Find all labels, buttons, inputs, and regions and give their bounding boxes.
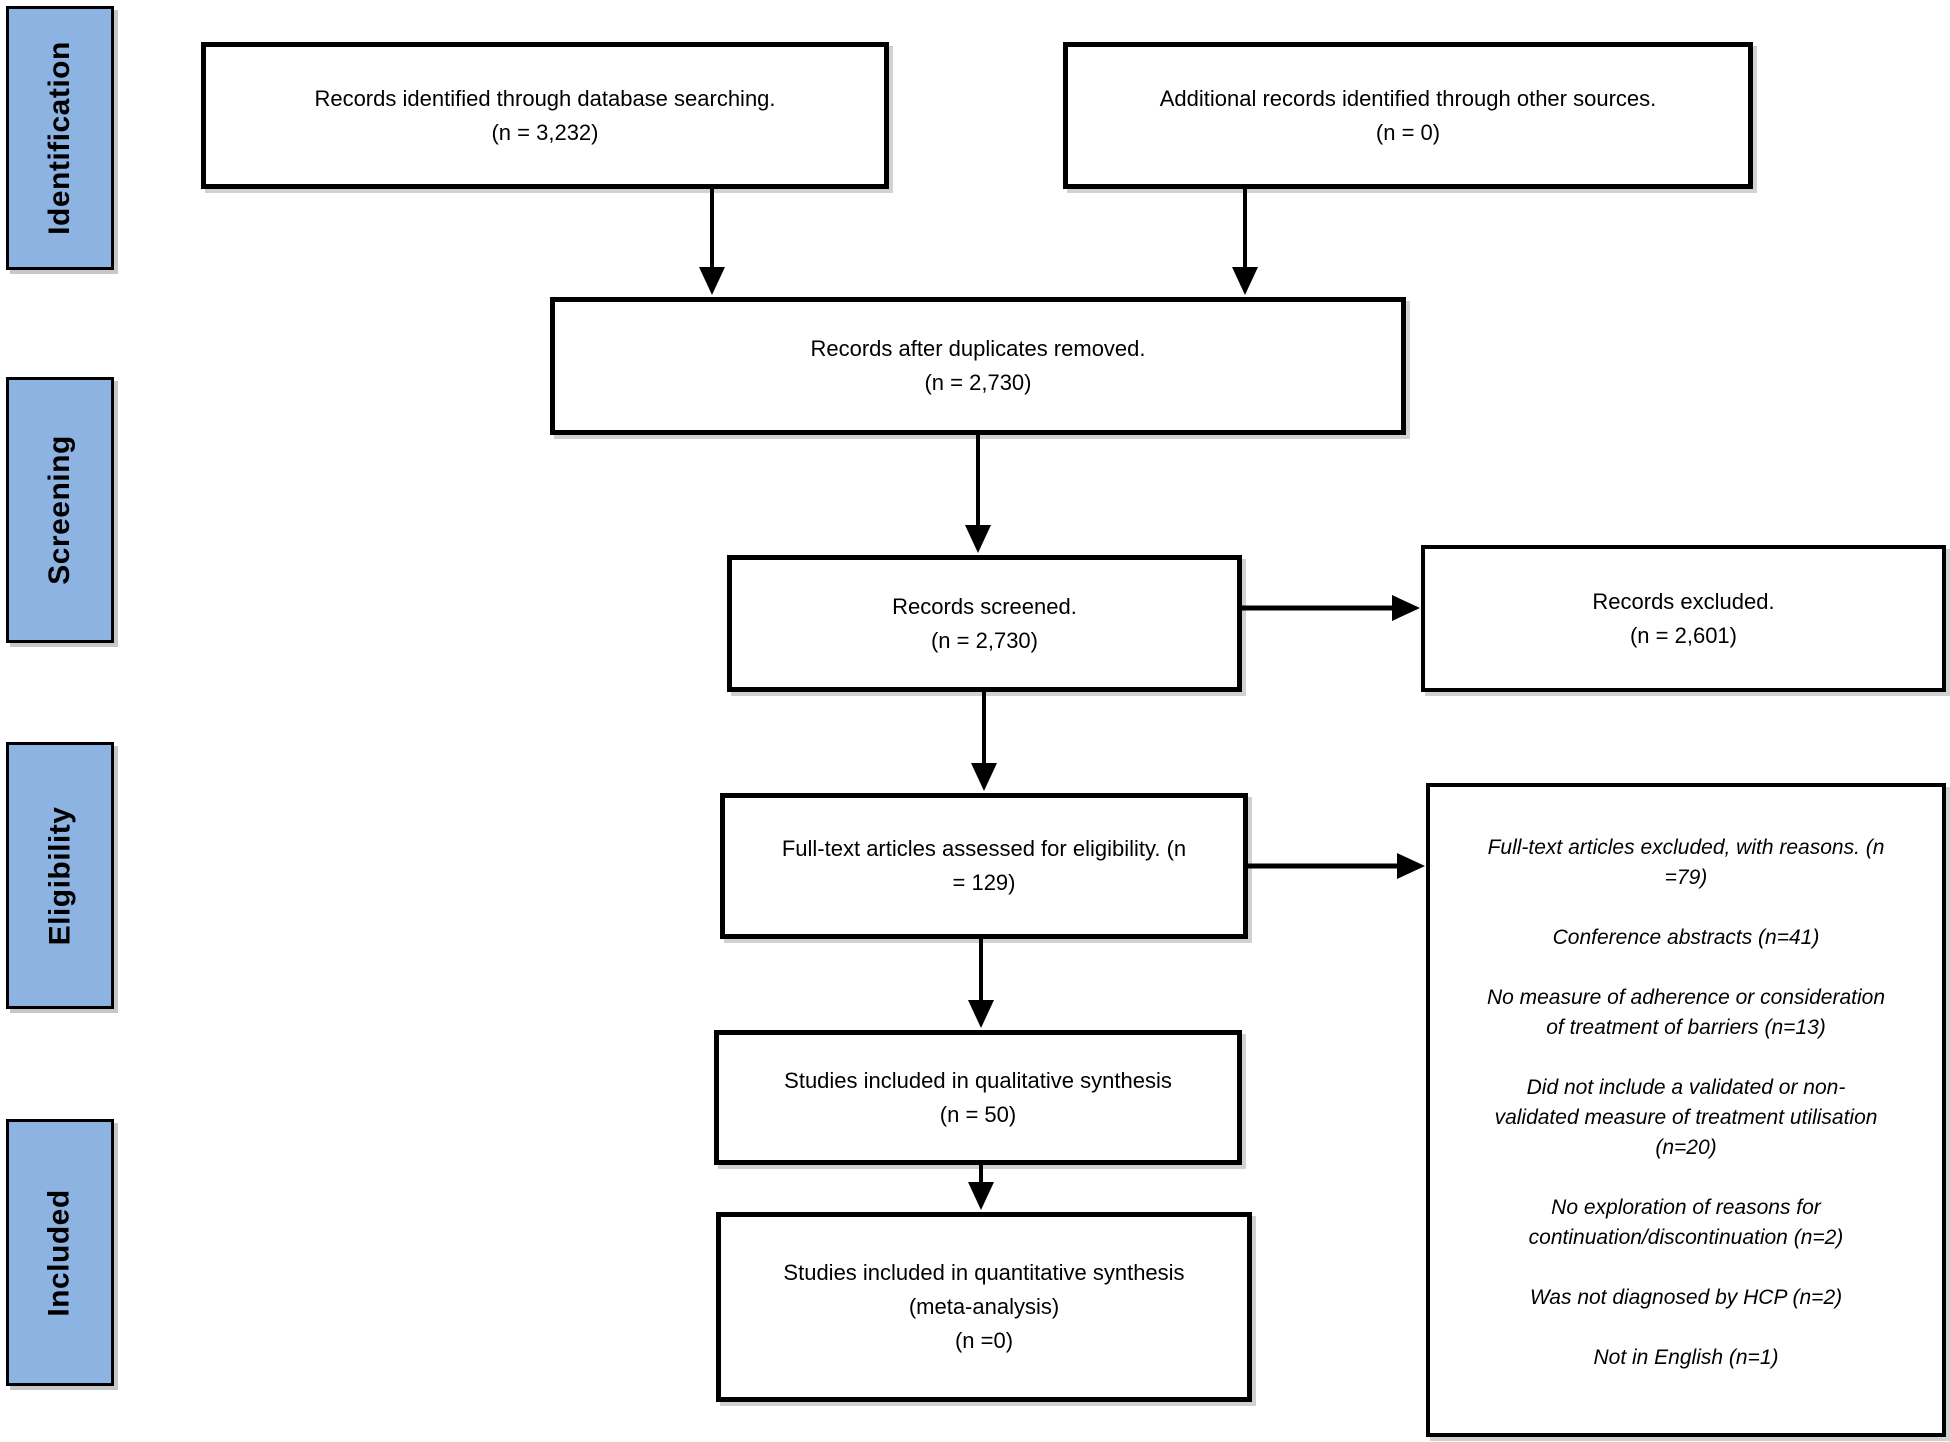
reason-paragraph xyxy=(1495,1073,1878,1163)
text-line: No exploration of reasons for xyxy=(1551,1196,1821,1219)
stage-label: Identification xyxy=(43,41,77,235)
text-line: (n = 2,730) xyxy=(924,370,1032,395)
text-line: continuation/discontinuation (n=2) xyxy=(1528,1226,1844,1249)
arrowhead-icon xyxy=(968,1000,994,1028)
text-line: Records identified through database searching. xyxy=(314,85,776,111)
reason-paragraph xyxy=(1553,923,1820,953)
text-line: Conference abstracts (n=41) xyxy=(1552,926,1820,949)
arrowhead-icon xyxy=(1392,595,1420,621)
stage-included xyxy=(6,1119,114,1386)
text-line: = 129) xyxy=(952,870,1016,895)
text-line: (meta-analysis) xyxy=(908,1294,1060,1319)
text-line: (n = 0) xyxy=(1375,119,1441,145)
text-line: Did not include a validated or non- xyxy=(1526,1076,1846,1099)
arrow-fulltext-to-excluded-icon xyxy=(1248,853,1425,879)
text-line: (n =0) xyxy=(954,1328,1014,1353)
box-quantitative-synthesis xyxy=(716,1212,1252,1402)
text-line: Full-text articles assessed for eligibility. (n xyxy=(781,836,1187,861)
stage-eligibility xyxy=(6,742,114,1009)
text-line: No measure of adherence or consideration xyxy=(1486,986,1886,1009)
box-records-excluded xyxy=(1421,545,1946,692)
arrowhead-icon xyxy=(968,1182,994,1210)
arrow-screened-to-excluded-icon xyxy=(1242,595,1420,621)
arrow-identified-to-duplicates-icon xyxy=(699,189,725,295)
box-fulltext-assessed xyxy=(720,793,1248,939)
stage-label: Included xyxy=(43,1188,76,1317)
reason-paragraph xyxy=(1530,1283,1842,1313)
text-line: (n = 3,232) xyxy=(491,119,599,145)
text-line: Records screened. xyxy=(892,593,1077,619)
stage-screening xyxy=(6,377,114,643)
arrowhead-icon xyxy=(1397,853,1425,879)
text-line: Was not diagnosed by HCP (n=2) xyxy=(1529,1286,1843,1309)
arrow-fulltext-to-qualitative-icon xyxy=(968,939,994,1028)
reason-paragraph xyxy=(1529,1193,1844,1253)
reason-paragraph xyxy=(1488,833,1885,893)
box-qualitative-synthesis xyxy=(714,1030,1242,1165)
arrow-additional-to-duplicates-icon xyxy=(1232,189,1258,295)
arrowhead-icon xyxy=(1232,267,1258,295)
text-line: Additional records identified through other sources. xyxy=(1159,85,1657,111)
box-duplicates-removed xyxy=(550,297,1406,435)
stage-label: Eligibility xyxy=(43,806,77,945)
text-line: (n = 50) xyxy=(939,1101,1017,1127)
text-line: of treatment of barriers (n=13) xyxy=(1546,1016,1826,1039)
box-fulltext-excluded-reasons xyxy=(1426,783,1946,1437)
text-line: Full-text articles excluded, with reasons. (n xyxy=(1487,836,1885,859)
box-records-screened xyxy=(727,555,1242,692)
text-line: Studies included in quantitative synthesis xyxy=(783,1260,1185,1285)
text-line: Records after duplicates removed. xyxy=(810,336,1146,361)
text-line: Studies included in qualitative synthesis xyxy=(784,1067,1172,1093)
text-line: (n=20) xyxy=(1655,1136,1717,1159)
arrowhead-icon xyxy=(699,267,725,295)
stage-label: Screening xyxy=(43,435,76,585)
text-line: =79) xyxy=(1664,866,1708,889)
arrow-duplicates-to-screened-icon xyxy=(965,435,991,553)
arrow-screened-to-fulltext-icon xyxy=(971,692,997,791)
arrow-qualitative-to-quantitative-icon xyxy=(968,1165,994,1210)
reason-paragraph xyxy=(1593,1343,1778,1373)
arrowhead-icon xyxy=(971,763,997,791)
text-line: Records excluded. xyxy=(1592,588,1775,614)
reason-paragraph xyxy=(1487,983,1885,1043)
box-records-identified xyxy=(201,42,889,189)
text-line: validated measure of treatment utilisation xyxy=(1494,1106,1878,1129)
text-line: (n = 2,730) xyxy=(930,627,1038,653)
text-line: Not in English (n=1) xyxy=(1593,1346,1779,1369)
box-additional-records xyxy=(1063,42,1753,189)
arrowhead-icon xyxy=(965,525,991,553)
text-line: (n = 2,601) xyxy=(1629,622,1737,648)
stage-identification xyxy=(6,6,114,270)
